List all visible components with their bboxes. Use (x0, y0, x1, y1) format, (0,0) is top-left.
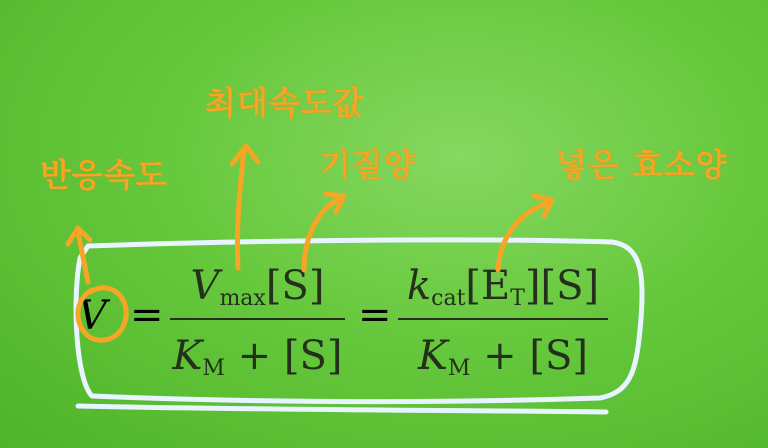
arrow-to-max-rate (232, 146, 258, 268)
annotation-enzyme-amount: 넣은 효소양 (556, 146, 728, 184)
highlight-box (76, 240, 642, 402)
fraction-kcat-numerator: $k_{cat}[E_T][S]$ (406, 263, 600, 311)
highlight-box-underline (78, 406, 606, 412)
equals-sign-1: = (130, 292, 164, 338)
arrow-to-substrate (304, 194, 344, 270)
fraction-vmax-denominator: $K_M + [S]$ (172, 333, 343, 381)
annotation-max-rate: 최대속도값 (205, 84, 365, 122)
fraction-vmax-numerator: $V_{max}[S]$ (190, 263, 325, 311)
annotation-reaction-rate: 반응속도 (40, 156, 168, 194)
equals-sign-2: = (358, 292, 392, 338)
annotation-substrate-amount: 기질양 (320, 146, 416, 184)
arrow-to-enzyme (498, 196, 552, 270)
circle-v-mark (78, 288, 126, 340)
fraction-kcat-denominator: $K_M + [S]$ (418, 333, 588, 381)
lhs-v: V (78, 293, 107, 339)
